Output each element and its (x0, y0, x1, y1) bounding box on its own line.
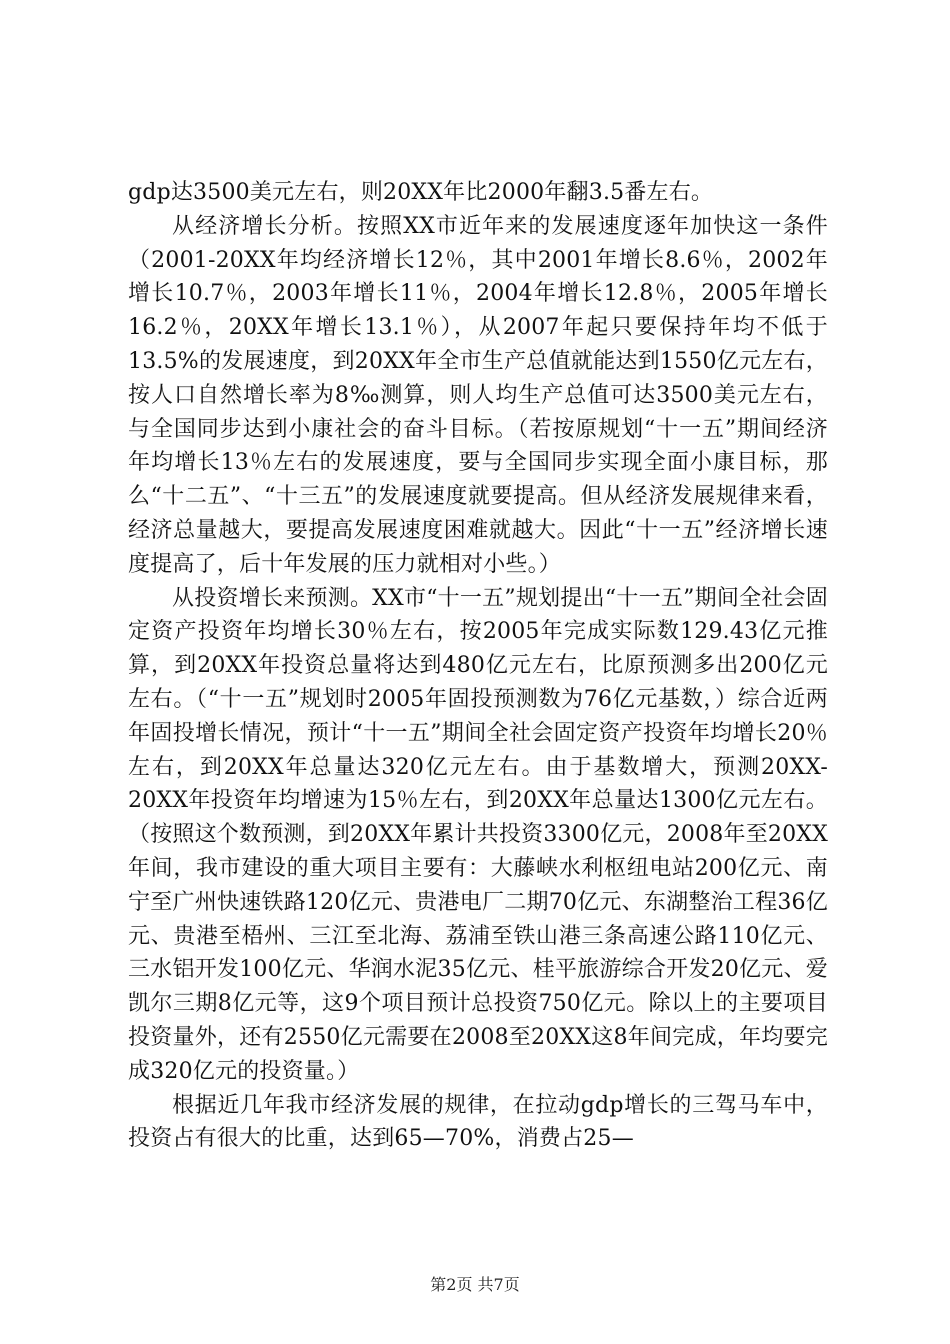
page-footer: 第2页 共7页 (430, 1275, 520, 1294)
paragraph-continuation: gdp达3500美元左右，则20XX年比2000年翻3.5番左右。 (128, 180, 714, 205)
paragraph-economic-growth: 从经济增长分析。按照XX市近年来的发展速度逐年加快这一条件（2001-20XX年均经济增长12％，其中2001年增长8.6％，2002年增长10.7％，2003年增长11％，2004年增长12.8％，2005年增长16.2％，20XX年增长13.1％），从2007年起只要保持年均不低于13.5%的发展速度，到20XX年全市生产总值就能达到1550亿元左右，按人口自然增长率为8‰测算，则人均生产总值可达3500美元左右，与全国同步达到小康社会的奋斗目标。（若按原规划“十一五”期间经济年均增长13％左右的发展速度，要与全国同步实现全面小康目标，那么“十二五”、“十三五”的发展速度就要提高。但从经济发展规律来看，经济总量越大，要提高发展速度困难就越大。因此“十一五”经济增长速度提高了，后十年发展的压力就相对小些。） (128, 213, 828, 577)
paragraph-investment-growth: 从投资增长来预测。XX市“十一五”规划提出“十一五”期间全社会固定资产投资年均增长30％左右，按2005年完成实际数129.43亿元推算，到20XX年投资总量将达到480亿元左右，比原预测多出200亿元左右。（“十一五”规划时2005年固投预测数为76亿元基数，）综合近两年固投增长情况，预计“十一五”期间全社会固定资产投资年均增长20％左右，到20XX年总量达320亿元左右。由于基数增大，预测20XX-20XX年投资年均增速为15％左右，到20XX年总量达1300亿元左右。（按照这个数预测，到20XX年累计共投资3300亿元，2008年至20XX年间，我市建设的重大项目主要有：大藤峡水利枢纽电站200亿元、南宁至广州快速铁路120亿元、贵港电厂二期70亿元、东湖整治工程36亿元、贵港至梧州、三江至北海、荔浦至铁山港三条高速公路110亿元、三水铝开发100亿元、华润水泥35亿元、桂平旅游综合开发20亿元、爱凯尔三期8亿元等，这9个项目预计总投资750亿元。除以上的主要项目投资量外，还有2550亿元需要在2008至20XX这8年间完成，年均要完成320亿元的投资量。） (128, 585, 829, 1084)
paragraph-gdp-drivers: 根据近几年我市经济发展的规律，在拉动gdp增长的三驾马车中，投资占有很大的比重，达到65—70%，消费占25— (128, 1092, 828, 1152)
document-body (128, 176, 828, 1156)
